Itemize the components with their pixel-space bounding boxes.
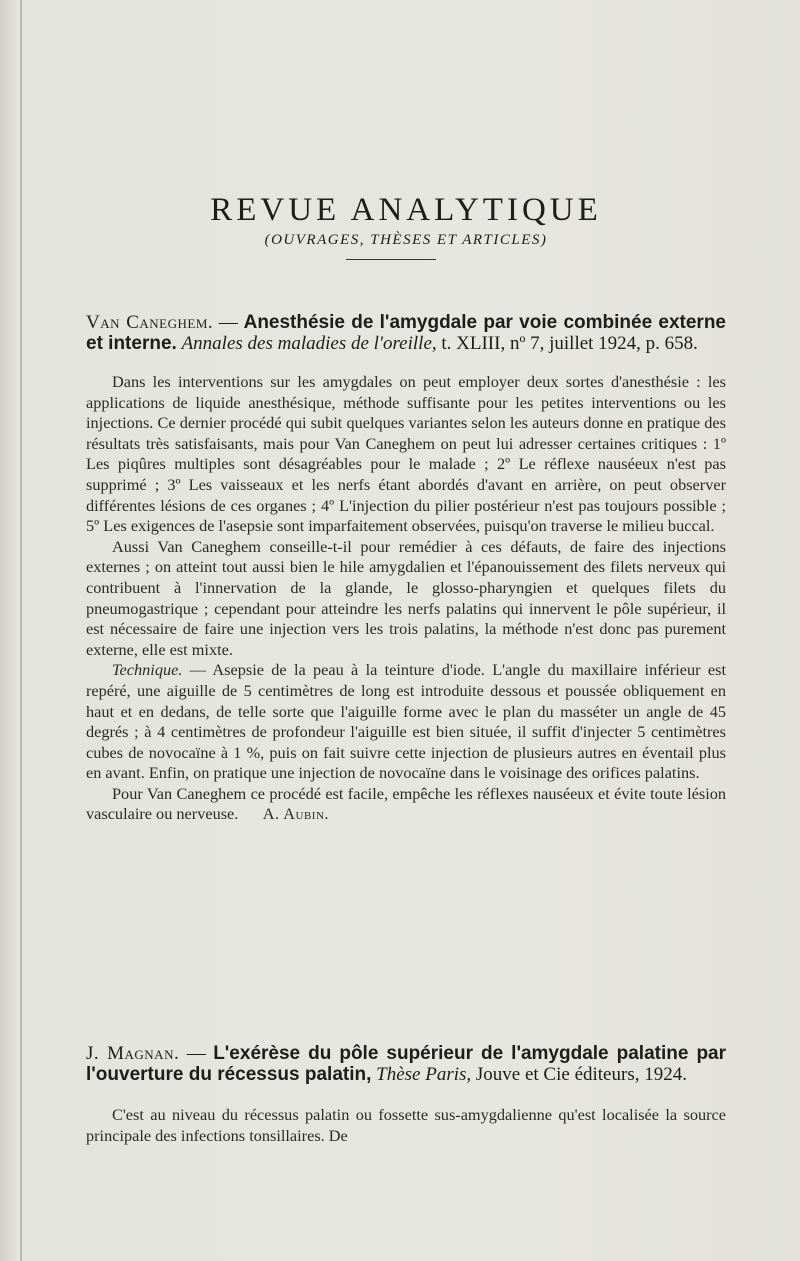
article-dash: — [179,1043,214,1064]
technique-paragraph [86,660,726,784]
article-author: Van Caneghem. [86,312,214,333]
article-heading [86,1043,726,1085]
article-signature: A. Aubin. [262,804,329,824]
conclusion-paragraph [86,784,726,825]
article-journal: Annales des maladies de l'oreille, [181,333,437,354]
article-dash: — [213,312,244,333]
technique-text: — Asepsie de la peau à la teinture d'iode. L'angle du maxillaire inférieur est repéré, une aiguille de 5 centimètres de long est introduite dessous et poussée obliquement en haut et en dedans, de telle sorte que l'aiguille forme avec le plan du masséter un angle de 45 degrés ; à 4 centimètres de profondeur l'aiguille est bien située, il suffit d'injecter 5 centimètres cubes de novocaïne à 1 %, puis on fait suivre cette injection de plusieurs autres en éventail plus en avant. Enfin, on pratique une injection de novocaïne dans le voisinage des orifices palatins. [86,660,726,783]
page-title: REVUE ANALYTIQUE [210,192,602,228]
article-paragraph: C'est au niveau du récessus palatin ou fossette sus-amygdalienne qu'est localisée la source principale des infections tonsillaires. De [86,1105,726,1145]
technique-label: Technique. [112,660,183,680]
article-reference: Jouve et Cie éditeurs, 1924. [471,1064,687,1085]
article-reference: t. XLIII, nº 7, juillet 1924, p. 658. [436,333,698,354]
title-rule [346,259,436,260]
page-spine-shadow [20,0,22,1261]
article-author: J. Magnan. [86,1043,180,1064]
article-magnan [86,1043,726,1146]
article-paragraph: Dans les interventions sur les amygdales on peut employer deux sortes d'anesthésie : les applications de liquide anesthésique, méthode suffisante pour les petites interventions ou les injections. Ce dernier procédé qui subit quelques variantes selon les auteurs donne en pratique des résultats très satisfaisants, mais pour Van Caneghem on peut lui adresser certaines critiques : 1º Les piqûres multiples sont désagréables pour le malade ; 2º Le réflexe nauséeux n'est pas supprimé ; 3º Les vaisseaux et les nerfs étant abordés d'avant en arrière, on peut observer différentes lésions de ces organes ; 4º L'injection du pilier postérieur n'est pas toujours possible ; 5º Les exigences de l'asepsie sont imparfaitement observées, puisqu'on traverse le milieu buccal. [86,372,726,536]
conclusion-text: Pour Van Caneghem ce procédé est facile, empêche les réflexes nauséeux et évite toute lésion vasculaire ou nerveuse. [86,783,726,824]
article-body [86,1105,726,1146]
article-paragraph: Aussi Van Caneghem conseille-t-il pour remédier à ces défauts, de faire des injections externes ; on atteint tout aussi bien le hile amygdalien et l'épanouissement des filets nerveux qui contribuent à l'innervation de la glande, le glosso-pharyngien et quelques filets du pneumogastrique ; cependant pour atteindre les nerfs palatins qui innervent le pôle supérieur, il est nécessaire de faire une injection vers les trois palatins, la méthode n'est donc pas purement externe, elle est mixte. [86,536,726,659]
page-subtitle: (OUVRAGES, THÈSES ET ARTICLES) [264,232,548,248]
article-title: Anesthésie de l'amygdale par voie combinée externe et interne. [86,312,726,354]
article-title: L'exérèse du pôle supérieur de l'amygdale palatine par l'ouverture du récessus palatin, [86,1043,727,1085]
article-journal: Thèse Paris, [376,1064,472,1085]
article-heading [86,312,726,354]
article-body [86,372,726,825]
article-van-caneghem [86,312,726,825]
